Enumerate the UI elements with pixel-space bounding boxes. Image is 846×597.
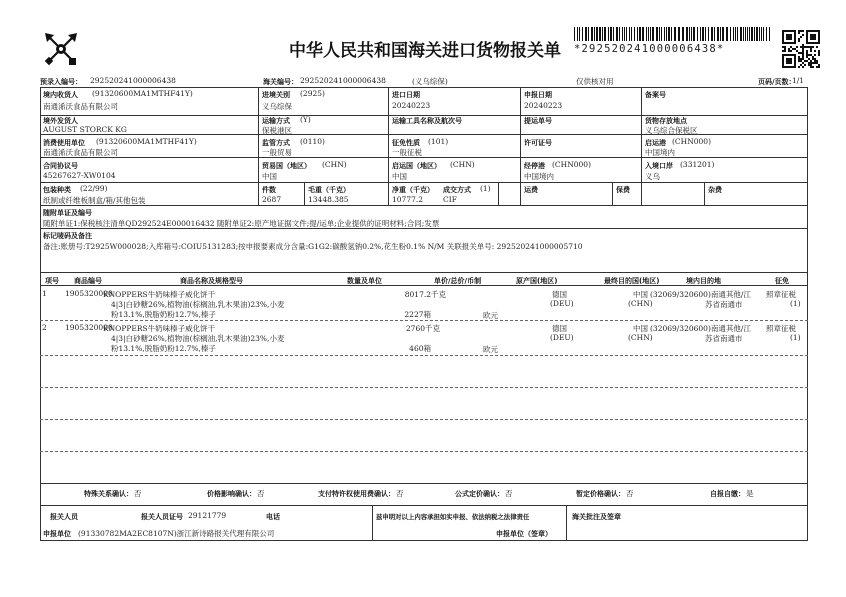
net: 10777.2 [392, 195, 424, 204]
barcode-number: *292520241000006438* [574, 43, 725, 55]
consumer-label: 消费使用单位 [43, 139, 85, 147]
item-qty1: 8017.2千克 [404, 290, 446, 299]
supervision-code: (0110) [300, 137, 325, 146]
docs-value: 随附单证1:保税核注清单QD292524E000016432 随附单证2:原产地证据文件;提/运单;企业提供的证明材料;合同;发票 [43, 219, 440, 228]
customs-no-label: 海关编号： [263, 78, 298, 86]
freight-label: 运费 [524, 186, 538, 194]
import-date: 20240223 [392, 101, 431, 110]
consignee-name: 南通浠沃食品有限公司 [43, 102, 118, 111]
item-no: 1 [42, 289, 47, 298]
supervision-label: 监管方式 [262, 139, 290, 147]
consignee-code: (91320600MA1MTHF41Y) [92, 89, 193, 98]
document-title: 中华人民共和国海关进口货物报关单 [289, 41, 561, 61]
levy-label: 征免性质 [392, 139, 420, 147]
levy-name: 一般征税 [392, 148, 422, 157]
storage-label: 货物存放地点 [645, 117, 687, 125]
item-name-line1: KNOPPERS牛奶味榛子威化饼干 [103, 290, 216, 299]
entry-port-label: 入境口岸 [645, 162, 673, 170]
gross: 13448.385 [308, 195, 349, 204]
marks-label: 标记唛码及备注 [43, 232, 92, 240]
legal-statement: 兹申明对以上内容承担如实申报、依法纳税之法律责任 [376, 513, 530, 521]
supervision-name: 一般贸易 [262, 148, 292, 157]
th-levy: 征免 [775, 277, 789, 285]
entry-port-code: (331201) [680, 160, 715, 169]
pieces-label: 件数 [262, 186, 276, 194]
agent-value: (91330782MA2EC8107N)浙江新诗路报关代理有限公司 [78, 529, 275, 538]
th-no: 项号 [45, 277, 59, 285]
th-origin: 原产国(地区) [516, 277, 558, 285]
origin-country-name: 中国 [392, 172, 407, 181]
item-dest: 中国 [633, 324, 648, 333]
storage: 义乌综合保税区 [645, 126, 698, 135]
record-no-label: 备案号 [645, 91, 666, 99]
barcode [574, 27, 774, 41]
insurance-label: 保费 [616, 186, 630, 194]
vehicle-label: 运输工具名称及航次号 [392, 117, 462, 125]
item-no: 2 [42, 323, 47, 332]
transport-code: (Y) [300, 115, 311, 124]
special-relation-label: 特殊关系确认： [84, 490, 133, 498]
depart-port-code: (CHN000) [672, 137, 712, 146]
th-name: 商品名称及规格型号 [180, 277, 243, 285]
th-code: 商品编号 [74, 277, 102, 285]
item-origin: 德国 [552, 290, 567, 299]
item-name-line2: 4|3|白砂糖26%,植物油(棕榈油,乳木果油)23%,小麦 [111, 334, 285, 343]
item-origin-code: (DEU) [550, 333, 574, 342]
transit-port-code: (CHN000) [552, 160, 592, 169]
consumer-name: 南通浠沃食品有限公司 [43, 148, 118, 157]
customs-number: 292520241000006438 [300, 76, 386, 85]
terms-code: (1) [480, 184, 491, 193]
table-row [40, 288, 808, 320]
item-domestic-line1: (32069/320600)南通其他/江 [650, 290, 751, 299]
item-name-line1: KNOPPERS牛奶味榛子威化饼干 [103, 324, 216, 333]
transport-name: 保税港区 [262, 126, 292, 135]
special-relation-value: 否 [134, 489, 142, 498]
item-name-line2: 4|3|白砂糖26%,植物油(棕榈油,乳木果油)23%,小麦 [111, 300, 285, 309]
customs-emblem-icon [42, 30, 80, 68]
provisional-price-label: 暂定价格确认： [576, 490, 625, 498]
self-pay-label: 自报自缴： [710, 490, 745, 498]
agent-label: 申报单位 [43, 530, 71, 538]
declare-date: 20240223 [524, 101, 563, 110]
transport-label: 运输方式 [262, 117, 290, 125]
page-value: 1/1 [792, 76, 805, 85]
package-name: 纸制或纤维板制盒/箱/其他包装 [43, 196, 146, 205]
item-origin-code: (DEU) [550, 299, 574, 308]
net-label: 净重（千克） [392, 186, 434, 194]
terms-name: CIF [443, 195, 457, 204]
item-levy-line1: 照章征税 [766, 290, 796, 299]
royalty-value: 否 [396, 489, 404, 498]
item-levy-line2: (1) [790, 299, 801, 308]
item-code: 1905320000 [65, 289, 113, 298]
item-currency: 欧元 [483, 345, 498, 354]
gross-label: 毛重（千克） [308, 186, 350, 194]
item-qty1: 2760千克 [405, 324, 440, 333]
self-pay-value: 是 [746, 489, 754, 498]
agent-seal-label: 申报单位（签章） [496, 530, 552, 538]
license-label: 许可证号 [524, 139, 552, 147]
bill-label: 提运单号 [524, 117, 552, 125]
declarant-cert-label: 报关人员证号 [141, 513, 183, 521]
th-qty: 数量及单位 [347, 277, 382, 285]
price-impact-value: 否 [257, 489, 265, 498]
shipper-label: 境外发货人 [43, 117, 78, 125]
transit-port-name: 中国境内 [524, 172, 554, 181]
item-levy-line2: (1) [790, 333, 801, 342]
pre-entry-number: 292520241000006438 [90, 76, 176, 85]
item-levy-line1: 照章征税 [766, 324, 796, 333]
import-port-code: (2925) [300, 89, 325, 98]
provisional-price-value: 否 [626, 489, 634, 498]
item-qty2: 2227箱 [404, 310, 431, 319]
item-domestic-line1: (32069/320600)南通其他/江 [650, 324, 751, 333]
item-code: 1905320000 [65, 323, 113, 332]
consumer-code: (91320600MA1MTHF41Y) [96, 137, 197, 146]
price-impact-label: 价格影响确认： [207, 490, 256, 498]
marks-value: 备注:账册号:T2925W000028;入库箱号:COIU5131283;按申报要素成分含量:G1G2:碳酸氢钠0.2%,花生粉0.1% N/M 关联报关单号: 292520241000005710 [43, 242, 583, 251]
item-domestic-line2: 苏省南通市 [705, 300, 743, 309]
item-name-line3: 粉13.1%,脱脂奶粉12.7%,榛子 [111, 310, 216, 319]
trade-country-label: 贸易国（地区） [262, 162, 311, 170]
docs-label: 随附单证及编号 [43, 209, 92, 217]
pieces: 2687 [262, 195, 282, 204]
formula-pricing-label: 公式定价确认： [455, 490, 504, 498]
declarant-cert: 29121779 [188, 511, 227, 520]
royalty-label: 支付特许权使用费确认： [318, 490, 395, 498]
depart-port-name: 中国境内 [645, 148, 675, 157]
entry-port-name: 义乌 [645, 172, 660, 181]
table-row [40, 322, 808, 354]
contract: 45267627-XW0104 [43, 171, 116, 180]
th-price: 单价/总价/币制 [434, 277, 482, 285]
customs-port: (义乌综保) [412, 77, 448, 86]
contract-label: 合同协议号 [43, 162, 78, 170]
item-domestic-line2: 苏省南通市 [705, 334, 743, 343]
transit-port-label: 经停港 [524, 162, 545, 170]
item-dest: 中国 [633, 290, 648, 299]
declare-date-label: 申报日期 [524, 91, 552, 99]
trade-country-code: (CHN) [322, 160, 347, 169]
package-code: (22/99) [80, 184, 108, 193]
th-dest: 最终目的国(地区) [604, 277, 660, 285]
page-label: 页码/页数： [758, 78, 796, 86]
pre-entry-label: 预录入编号： [40, 78, 82, 86]
misc-label: 杂费 [708, 186, 722, 194]
item-qty2: 460箱 [409, 344, 431, 353]
for-verification-note: 仅供核对用 [576, 77, 614, 86]
origin-country-code: (CHN) [450, 160, 475, 169]
consignee-label: 境内收货人 [43, 91, 78, 99]
import-date-label: 进口日期 [392, 91, 420, 99]
item-currency: 欧元 [483, 311, 498, 320]
origin-country-label: 启运国（地区） [392, 162, 441, 170]
declarant-label: 报关人员 [50, 513, 78, 521]
item-origin: 德国 [552, 324, 567, 333]
item-dest-code: (CHN) [628, 333, 653, 342]
import-port-name: 义乌综保 [262, 102, 292, 111]
trade-country-name: 中国 [262, 172, 277, 181]
phone-label: 电话 [266, 513, 280, 521]
terms-label: 成交方式 [443, 186, 471, 194]
item-dest-code: (CHN) [628, 299, 653, 308]
depart-port-label: 启运港 [645, 139, 666, 147]
import-port-label: 进境关别 [262, 91, 290, 99]
formula-pricing-value: 否 [505, 489, 513, 498]
shipper-name: AUGUST STORCK KG [43, 125, 127, 134]
th-domestic: 境内目的地 [686, 277, 721, 285]
qr-code [782, 30, 820, 68]
customs-remark-label: 海关批注及签章 [572, 513, 621, 521]
package-label: 包装种类 [43, 186, 71, 194]
item-name-line3: 粉13.1%,脱脂奶粉12.7%,榛子 [111, 344, 216, 353]
levy-code: (101) [428, 137, 449, 146]
